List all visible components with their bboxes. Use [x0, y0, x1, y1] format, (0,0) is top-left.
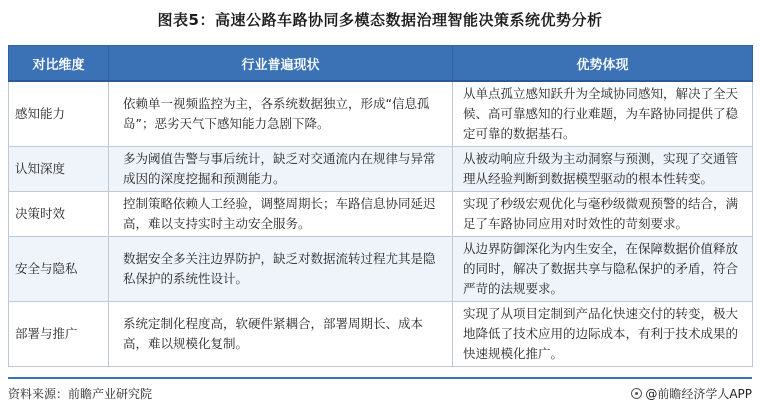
row-dimension: 部署与推广 [9, 302, 109, 367]
source-note: 资料来源：前瞻产业研究院 [8, 387, 153, 401]
row-current: 系统定制化程度高，软硬件紧耦合，部署周期长、成本高，难以规模化复制。 [109, 302, 453, 367]
row-dimension: 决策时效 [9, 192, 109, 237]
comparison-table [8, 45, 753, 367]
table-row [9, 147, 753, 192]
brand-text: @前瞻经济学人APP [645, 387, 752, 401]
table-header-row [9, 46, 753, 82]
row-advantage: 从单点孤立感知跃升为全域协同感知，解决了全天候、高可靠感知的行业难题，为车路协同提供了稳定可靠的数据基石。 [453, 81, 753, 147]
row-current: 控制策略依赖人工经验，调整周期长；车路信息协同延迟高，难以支持实时主动安全服务。 [109, 192, 453, 237]
header-advantage: 优势体现 [453, 46, 753, 82]
row-current: 数据安全多关注边界防护，缺乏对数据流转过程尤其是隐私保护的系统性设计。 [109, 237, 453, 302]
row-current: 依赖单一视频监控为主，各系统数据独立，形成“信息孤岛”；恶劣天气下感知能力急剧下降。 [109, 81, 453, 147]
row-dimension: 安全与隐私 [9, 237, 109, 302]
row-current: 多为阈值告警与事后统计，缺乏对交通流内在规律与异常成因的深度挖掘和预测能力。 [109, 147, 453, 192]
row-advantage: 从被动响应升级为主动洞察与预测，实现了交通管理从经验判断到数据模型驱动的根本性转变。 [453, 147, 753, 192]
circle-logo-icon [631, 388, 642, 399]
row-advantage: 从边界防御深化为内生安全，在保障数据价值释放的同时，解决了数据共享与隐私保护的矛盾，符合严苛的法规要求。 [453, 237, 753, 302]
footer-bar [8, 377, 752, 407]
brand-credit [631, 385, 752, 402]
row-dimension: 感知能力 [9, 81, 109, 147]
table-row [9, 192, 753, 237]
header-current-status: 行业普遍现状 [109, 46, 453, 82]
row-advantage: 实现了从项目定制到产品化快速交付的转变，极大地降低了技术应用的边际成本，有利于技术成果的快速规模化推广。 [453, 302, 753, 367]
table-row [9, 237, 753, 302]
header-dimension: 对比维度 [9, 46, 109, 82]
chart-title: 图表5：高速公路车路协同多模态数据治理智能决策系统优势分析 [157, 11, 603, 29]
row-dimension: 认知深度 [9, 147, 109, 192]
table-row [9, 302, 753, 367]
row-advantage: 实现了秒级宏观优化与毫秒级微观预警的结合，满足了车路协同应用对时效性的苛刻要求。 [453, 192, 753, 237]
table-row [9, 81, 753, 147]
